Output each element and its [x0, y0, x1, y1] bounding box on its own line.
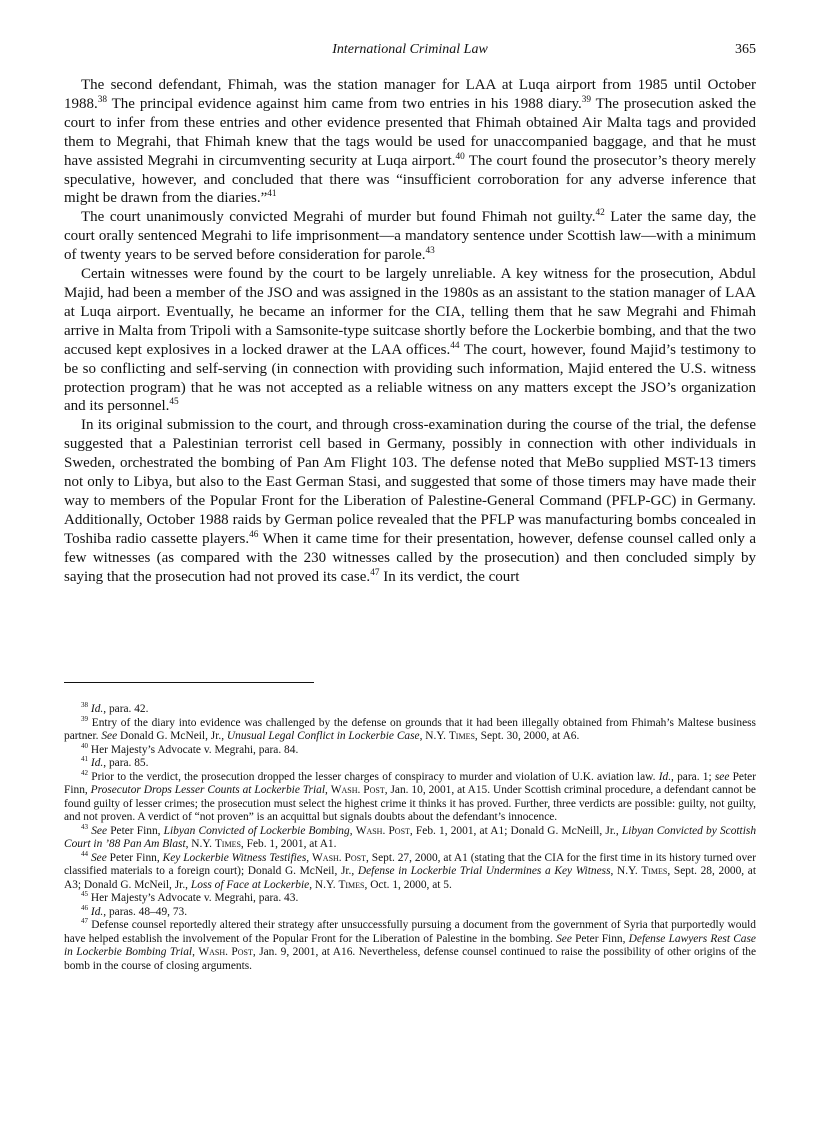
- italic-text: Loss of Face at Lockerbie: [190, 878, 310, 891]
- small-caps-text: Wash. Post: [330, 784, 385, 796]
- footnote-ref: 38: [81, 701, 89, 710]
- small-caps-text: Wash. Post: [355, 824, 410, 837]
- italic-text: Libyan Convicted of Lockerbie Bombing: [163, 824, 350, 837]
- text-run: In its original submission to the court, and through cross-examination during the course of the trial, the defense suggested that a Palestinian terrorist cell based in Germany, possibly in connection with other individuals in Sweden, orchestrated the bombing of Pan Am Flight 103. The defense noted that MeBo supplied MST-13 timers not only to Libya, but also to the East German Stasi, and suggested that some of those timers may have made their way to members of the Popular Front for the Liberation of Palestine-General Command (PFLP-GC) in Germany. Additionally, October 1988 raids by German police revealed that the PFLP was manufacturing bombs concealed in Toshiba radio cassette players.: [64, 417, 756, 547]
- footnote: [64, 703, 756, 717]
- footnote: [64, 903, 756, 920]
- text-run: , Sept. 30, 2000, at A6.: [474, 730, 580, 742]
- footnote-separator: [64, 682, 314, 683]
- text-run: , Jan. 10, 2001, at A15. Under Scottish criminal procedure, a defendant cannot be found guilty of lesser crimes; the prosecution must select the highest crime it thinks it has proved. Further, three verdicts are possible: guilty, not guilty, and not proven. A verdict of “not proven” is an acquittal but signals doubts about the defendant’s innocence.: [64, 784, 756, 823]
- italic-text: Id.: [90, 905, 104, 918]
- text-run: The court found the prosecutor’s theory merely speculative, however, and concluded that there was “insufficient corroboration for any adverse inference that might be drawn from the diaries.”: [64, 152, 756, 207]
- footnote: [64, 849, 757, 893]
- text-run: , N.Y.: [419, 730, 449, 742]
- text-run: Peter Finn,: [107, 824, 164, 837]
- text-run: Defense counsel reportedly altered their strategy after unsuccessfully pursuing a document from the government of Syria that purportedly would have helped establish the involvement of the Popular Front for the Liberation of Palestine in the bombing.: [64, 919, 756, 945]
- text-run: , para. 1;: [671, 770, 715, 783]
- text-run: Peter Finn,: [571, 932, 629, 945]
- body-paragraph: [64, 208, 756, 265]
- footnote-ref: 46: [81, 903, 89, 912]
- footnote-ref: 46: [249, 529, 259, 540]
- footnote: [64, 919, 756, 973]
- body-paragraph: [64, 76, 756, 208]
- text-run: The second defendant, Fhimah, was the station manager for LAA at Luqa airport from 1985 until October 1988.: [64, 77, 756, 112]
- footnotes: [64, 703, 756, 973]
- text-run: Later the same day, the court orally sentenced Megrahi to life imprisonment—a mandatory sentence under Scottish law—with a minimum of twenty years to be served before consideration for parole.: [64, 209, 757, 264]
- text-run: Peter Finn,: [64, 770, 757, 796]
- footnote-ref: 47: [370, 567, 380, 578]
- text-run: The court unanimously convicted Megrahi of murder but found Fhimah not guilty.: [81, 209, 596, 226]
- footnote: [64, 822, 757, 852]
- text-run: , N.Y.: [610, 865, 642, 877]
- text-run: The prosecution asked the court to infer from these entries and other evidence presented that Fhimah obtained Air Malta tags and provided them to Megrahi, that Fhimah knew that the tags would be used for unaccompanied baggage, and that he must have assisted Megrahi in circumventing security at Luqa airport.: [64, 95, 756, 169]
- small-caps-text: Wash. Post: [312, 851, 366, 864]
- italic-text: Key Lockerbie Witness Testifies: [162, 851, 307, 864]
- text-run: Donald G. McNeil, Jr.,: [117, 730, 227, 742]
- italic-text: Libyan Convicted by Scottish Court in ’88 Pan Am Blast: [64, 824, 757, 850]
- body-text: [64, 76, 756, 586]
- small-caps-text: Times: [338, 878, 365, 891]
- text-run: , Feb. 1, 2001, at A1.: [240, 838, 337, 850]
- footnote-ref: 41: [81, 755, 89, 764]
- footnote-ref: 38: [97, 94, 108, 105]
- text-run: , paras. 48–49, 73.: [103, 905, 188, 918]
- text-run: ,: [324, 784, 331, 796]
- footnote-ref: 39: [81, 714, 89, 723]
- italic-text: Id.: [90, 757, 104, 769]
- text-run: Entry of the diary into evidence was challenged by the defense on grounds that it had been illegally obtained from Fhimah’s Maltese business partner.: [64, 716, 756, 742]
- body-paragraph: [64, 265, 756, 416]
- italic-text: Id.: [658, 770, 672, 783]
- italic-text: Defense Lawyers Rest Case in Lockerbie Bombing Trial: [64, 932, 756, 958]
- text-run: The principal evidence against him came from two entries in his 1988 diary.: [107, 95, 582, 112]
- footnote-ref: 44: [81, 849, 89, 858]
- footnote: [64, 768, 757, 825]
- text-run: ,: [306, 851, 313, 864]
- italic-text: See: [91, 824, 108, 837]
- text-run: , Jan. 9, 2001, at A16. Nevertheless, defense counsel continued to raise the possibility of other origins of the bomb in the course of closing arguments.: [64, 946, 756, 972]
- footnote-ref: 43: [425, 246, 435, 257]
- text-run: The court, however, found Majid’s testimony to be so conflicting and self-serving (in connection with providing such information, Majid entered the U.S. witness protection program) that he was not accepted as a reliable witness on any matters except the JSO’s organization and its personnel.: [64, 341, 756, 415]
- footnote-ref: 39: [581, 94, 592, 105]
- body-paragraph: [64, 416, 756, 586]
- text-run: When it came time for their presentation, however, defense counsel called only a few witnesses (as compared with the 230 witnesses called by the prosecution) and then concluded simply by saying that the prosecution had not proved its case.: [64, 530, 756, 585]
- italic-text: Id.: [90, 703, 104, 715]
- italic-text: Defense in Lockerbie Trial Undermines a Key Witness: [357, 865, 611, 877]
- small-caps-text: Times: [448, 730, 475, 742]
- footnote-ref: 41: [267, 189, 277, 200]
- text-run: , Oct. 1, 2000, at 5.: [364, 878, 452, 891]
- footnote-ref: 44: [450, 340, 460, 351]
- text-run: Peter Finn,: [106, 851, 163, 864]
- running-header: [64, 42, 756, 62]
- text-run: , para. 42.: [103, 703, 149, 715]
- text-run: Her Majesty’s Advocate v. Megrahi, para. 84.: [88, 743, 299, 756]
- text-run: , N.Y.: [185, 838, 215, 850]
- italic-text: See: [90, 851, 107, 864]
- small-caps-text: Times: [214, 838, 241, 850]
- text-run: ,: [349, 824, 356, 837]
- footnote-ref: 42: [595, 208, 605, 219]
- page-number: 365: [735, 42, 756, 57]
- text-run: , N.Y.: [309, 878, 339, 891]
- journal-title: International Criminal Law: [332, 42, 488, 57]
- text-run: , Feb. 1, 2001, at A1; Donald G. McNeill, Jr.,: [409, 824, 622, 837]
- italic-text: see: [714, 770, 730, 783]
- small-caps-text: Times: [641, 865, 668, 877]
- footnote-ref: 43: [81, 822, 89, 831]
- text-run: Prior to the verdict, the prosecution dropped the lesser charges of conspiracy to murder and violation of U.K. aviation law.: [88, 770, 659, 783]
- italic-text: Prosecutor Drops Lesser Counts at Lockerbie Trial: [90, 784, 325, 796]
- text-run: Certain witnesses were found by the court to be largely unreliable. A key witness for the prosecution, Abdul Majid, had been a member of the JSO and was assigned in the 1980s as an assistant to the station manager of LAA at Luqa airport. Eventually, he became an informer for the CIA, telling them that he saw Megrahi and Fhimah arrive in Malta from Tripoli with a Samsonite-type suitcase shortly before the Lockerbie bombing, and that the two accused kept explosives in a locked drawer at the LAA offices.: [64, 266, 756, 358]
- footnote: [64, 714, 756, 744]
- footnote-ref: 45: [81, 890, 89, 899]
- footnote: [64, 892, 756, 906]
- footnote-ref: 47: [81, 917, 89, 926]
- footnote: [64, 741, 756, 758]
- text-run: , Sept. 27, 2000, at A1 (stating that the CIA for the first time in its history turned over classified materials to a foreign court); Donald G. McNeil, Jr.,: [64, 851, 757, 877]
- text-run: In its verdict, the court: [379, 568, 520, 585]
- italic-text: See: [101, 730, 118, 742]
- footnote: [64, 757, 756, 771]
- footnote-ref: 45: [169, 397, 179, 408]
- footnote-ref: 40: [81, 741, 89, 750]
- italic-text: See: [556, 932, 572, 945]
- text-run: , Sept. 28, 2000, at A3; Donald G. McNeil, Jr.,: [64, 865, 756, 891]
- italic-text: Unusual Legal Conflict in Lockerbie Case: [226, 730, 420, 742]
- footnote-ref: 42: [81, 768, 89, 777]
- text-run: , para. 85.: [103, 757, 149, 769]
- text-run: Her Majesty’s Advocate v. Megrahi, para. 43.: [88, 892, 299, 904]
- small-caps-text: Wash. Post: [198, 946, 253, 958]
- footnote-ref: 40: [455, 151, 465, 162]
- text-run: ,: [192, 946, 199, 958]
